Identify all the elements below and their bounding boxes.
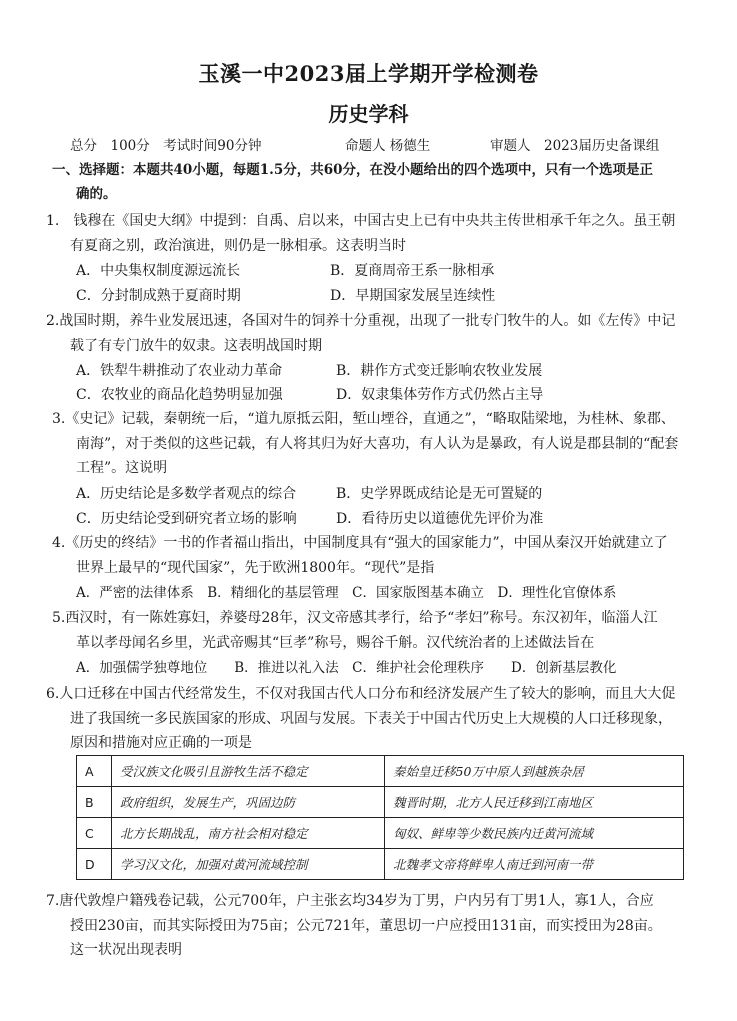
exam-total-time: 总分 100分 考试时间90分钟 [70,138,262,154]
table-row-label: B [77,787,112,818]
question-3-option-a: A．历史结论是多数学者观点的综合 [76,486,297,502]
question-1-option-a: A．中央集权制度源远流长 [76,263,241,279]
table-cell-cause: 政府组织，发展生产，巩固边防 [112,787,385,818]
table-cell-cause: 受汉族文化吸引且游牧生活不稳定 [112,756,385,787]
question-1-stem: 1. 钱穆在《国史大纲》中提到：自禹、启以来，中国古史上已有中央共主传世相承千年之久。虽王朝 [46,213,676,229]
question-2-option-c: C．农牧业的商品化趋势明显加强 [76,387,283,403]
question-4-options: A．严密的法律体系 B．精细化的基层管理 C．国家版图基本确立 D．理性化官僚体系 [76,585,617,601]
question-7-stem-end: 这一状况出现表明 [70,942,182,958]
question-1-stem-cont: 有夏商之别，政治演进，则仍是一脉相承。这表明当时 [70,238,406,254]
table-row [77,849,684,880]
table-row [77,818,684,849]
question-5-options: A．加强儒学独尊地位 B．推进以礼入法 C．维护社会伦理秩序 D．创新基层教化 [76,660,617,676]
question-3-option-b: B．史学界既成结论是无可置疑的 [336,486,543,502]
question-1-option-d: D．早期国家发展呈连续性 [330,288,496,304]
table-row-label: A [77,756,112,787]
exam-title: 玉溪一中2023届上学期开学检测卷 [198,61,539,86]
question-2-option-b: B．耕作方式变迁影响农牧业发展 [336,363,543,379]
table-cell-cause: 北方长期战乱，南方社会相对稳定 [112,818,385,849]
question-1-option-b: B．夏商周帝王系一脉相承 [330,263,495,279]
table-cell-event: 秦始皇迁移50万中原人到越族杂居 [385,756,684,787]
question-3-stem-cont: 南海”，对于类似的这些记载，有人将其归为好大喜功，有人认为是暴政，有人说是郡县制的“配套 [76,436,679,452]
question-2-stem-cont: 载了有专门放牛的奴隶。这表明战国时期 [70,338,322,354]
question-6-table [76,755,684,880]
question-7-stem: 7.唐代敦煌户籍残卷记载，公元700年，户主张玄均34岁为丁男，户内另有丁男1人，寡1人，合应 [46,893,654,909]
table-cell-cause: 学习汉文化，加强对黄河流域控制 [112,849,385,880]
question-4-stem-cont: 世界上最早的“现代国家”，先于欧洲1800年。“现代”是指 [76,560,435,576]
table-row-label: D [77,849,112,880]
question-6-stem-end: 原因和措施对应正确的一项是 [70,735,252,751]
question-3-option-c: C．历史结论受到研究者立场的影响 [76,511,297,527]
table-row [77,756,684,787]
question-1-option-c: C．分封制成熟于夏商时期 [76,288,241,304]
exam-author: 命题人 杨德生 [345,138,431,154]
question-5-stem-cont: 革以孝母闻名乡里，光武帝赐其“巨孝”称号，赐谷千斛。汉代统治者的上述做法旨在 [76,635,595,651]
section-instructions-cont: 确的。 [76,186,117,202]
table-cell-event: 魏晋时期，北方人民迁移到江南地区 [385,787,684,818]
exam-subject: 历史学科 [328,102,409,126]
question-7-stem-cont: 授田230亩，而其实际授田为75亩；公元721年，董思切一户应授田131亩，而实授田为28亩。 [70,918,662,934]
question-3-stem-end: 工程”。这说明 [76,460,168,476]
exam-reviewer: 审题人 2023届历史备课组 [490,138,660,154]
question-6-stem: 6.人口迁移在中国古代经常发生，不仅对我国古代人口分布和经济发展产生了较大的影响，而且大大促 [46,686,676,702]
table-row-label: C [77,818,112,849]
question-5-stem: 5.西汉时，有一陈姓寡妇，养婆母28年，汉文帝感其孝行，给予“孝妇”称号。东汉初年，临淄人江 [52,610,658,626]
question-3-stem: 3.《史记》记载，秦朝统一后，“道九原抵云阳，堑山堙谷，直通之”，“略取陆梁地，为桂林、象郡、 [52,411,675,427]
question-3-option-d: D．看待历史以道德优先评价为准 [336,511,544,527]
question-6-stem-cont: 进了我国统一多民族国家的形成、巩固与发展。下表关于中国古代历史上大规模的人口迁移现象， [70,711,672,727]
question-4-stem: 4.《历史的终结》一书的作者福山指出，中国制度具有“强大的国家能力”，中国从秦汉开始就建立了 [52,535,668,551]
table-row [77,787,684,818]
question-2-option-d: D．奴隶集体劳作方式仍然占主导 [336,387,544,403]
question-2-stem: 2.战国时期，养牛业发展迅速，各国对牛的饲养十分重视，出现了一批专门牧牛的人。如《左传》中记 [46,313,676,329]
table-cell-event: 北魏孝文帝将鲜卑人南迁到河南一带 [385,849,684,880]
table-cell-event: 匈奴、鲜卑等少数民族内迁黄河流域 [385,818,684,849]
question-2-option-a: A．铁犁牛耕推动了农业动力革命 [76,363,283,379]
section-instructions: 一、选择题：本题共40小题，每题1.5分，共60分，在没小题给出的四个选项中，只有一个选项是正 [52,162,654,178]
